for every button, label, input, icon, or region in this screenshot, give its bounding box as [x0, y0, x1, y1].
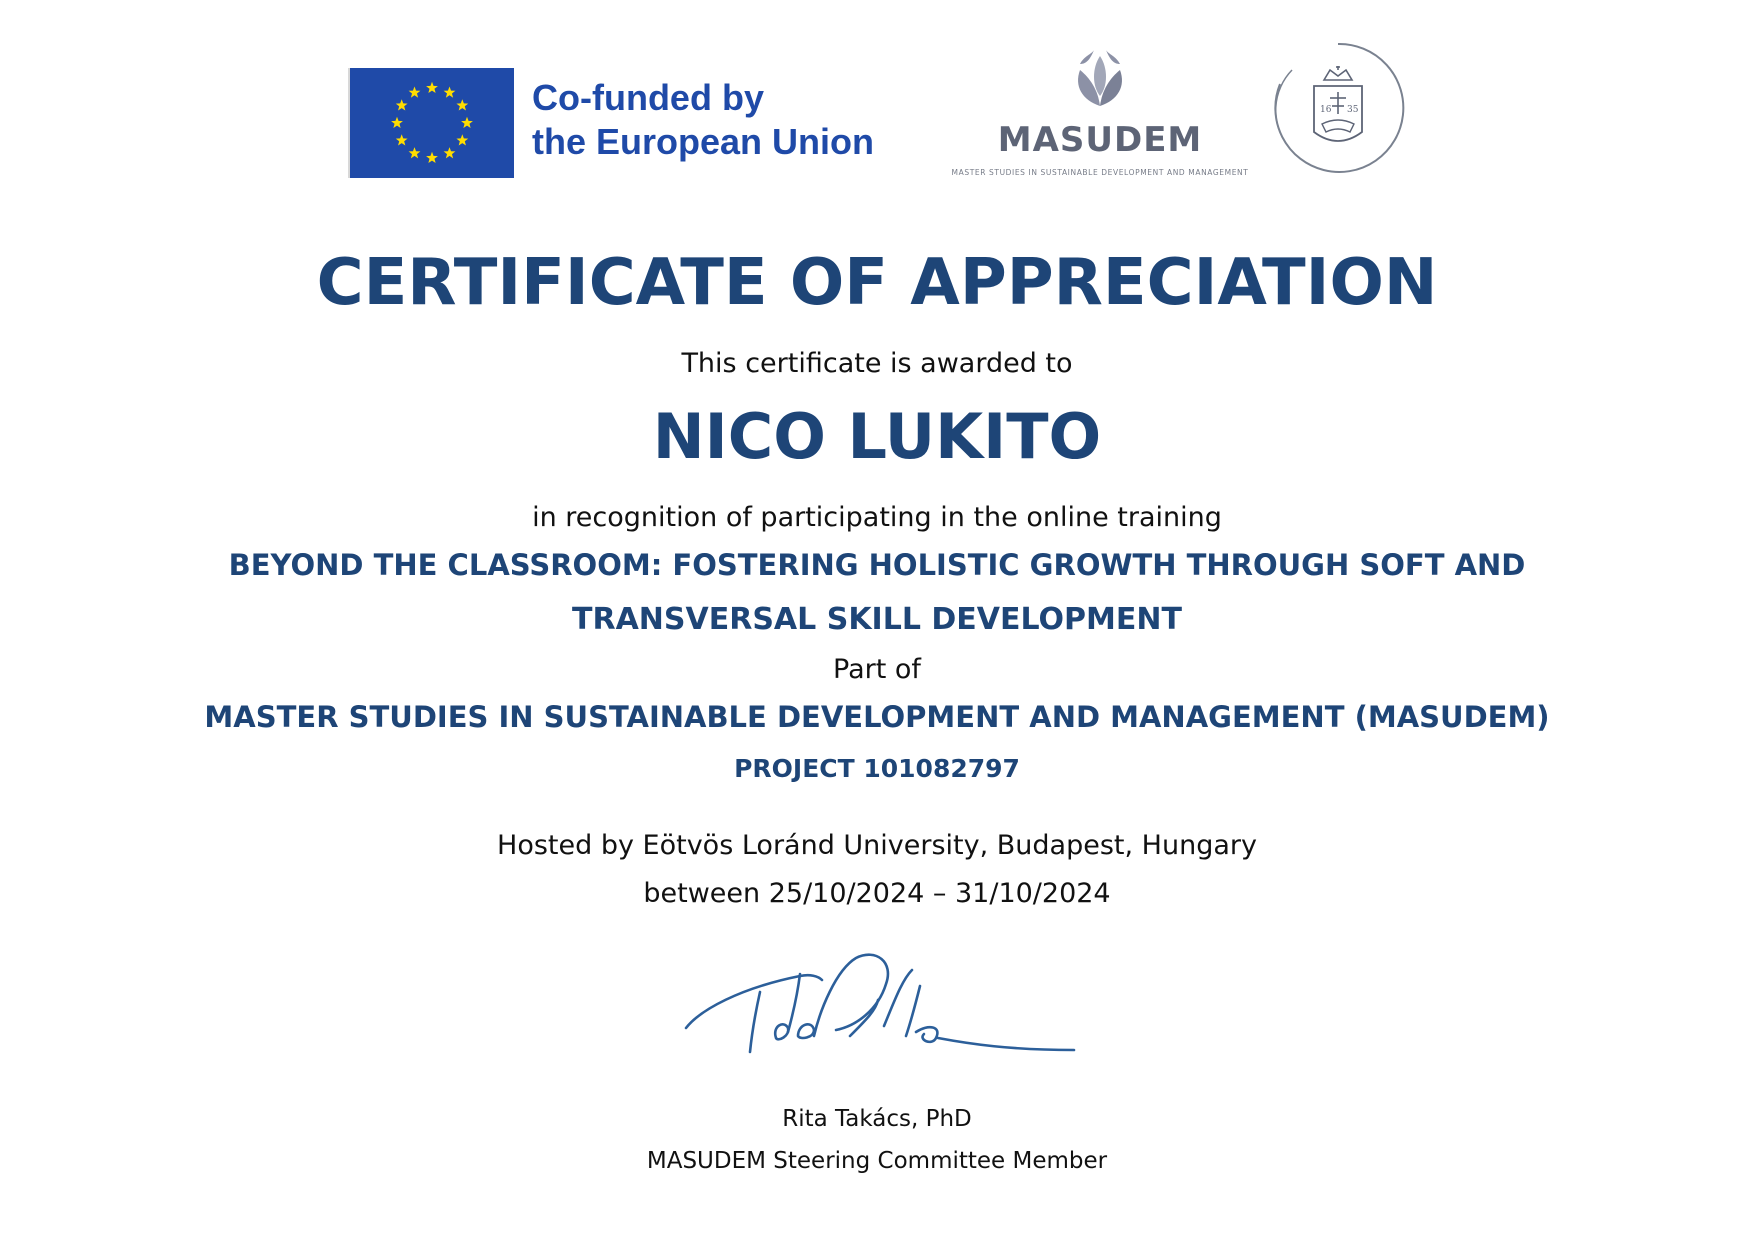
training-title-line-2: TRANSVERSAL SKILL DEVELOPMENT	[572, 602, 1182, 637]
masudem-wordmark: MASUDEM	[997, 120, 1203, 160]
signatory-name: Rita Takács, PhD	[782, 1106, 972, 1132]
eu-star-icon	[456, 99, 468, 110]
eu-cofunded-logo	[342, 64, 902, 184]
eu-star-icon	[409, 86, 421, 97]
project-number: PROJECT 101082797	[734, 754, 1020, 783]
eu-star-icon	[396, 134, 408, 145]
eu-star-icon	[461, 117, 473, 128]
eu-line-2: the European Union	[532, 121, 874, 162]
recipient-name: NICO LUKITO	[652, 400, 1102, 473]
eu-star-icon	[426, 82, 438, 93]
awarded-to-text: This certificate is awarded to	[681, 348, 1073, 379]
training-dates: between 25/10/2024 – 31/10/2024	[643, 878, 1111, 909]
recognition-text: in recognition of participating in the online training	[532, 502, 1222, 533]
eu-star-icon	[409, 147, 421, 158]
programme-name: MASTER STUDIES IN SUSTAINABLE DEVELOPMENT AND MANAGEMENT (MASUDEM)	[204, 700, 1550, 734]
eu-star-icon	[444, 147, 456, 158]
eu-star-icon	[426, 152, 438, 163]
university-seal-icon	[1270, 40, 1406, 176]
eu-star-icon	[396, 99, 408, 110]
certificate-title: CERTIFICATE OF APPRECIATION	[316, 246, 1438, 320]
eu-line-1: Co-funded by	[532, 77, 764, 118]
eu-cofunded-text	[532, 76, 874, 164]
eu-star-icon	[444, 86, 456, 97]
seal-year-right: 35	[1347, 105, 1359, 115]
masudem-logo	[950, 48, 1250, 188]
handwritten-signature	[680, 940, 1080, 1090]
eu-star-icon	[456, 134, 468, 145]
training-title-line-1: BEYOND THE CLASSROOM: FOSTERING HOLISTIC GROWTH THROUGH SOFT AND	[228, 548, 1526, 582]
eu-star-icon	[391, 117, 403, 128]
signatory-role: MASUDEM Steering Committee Member	[646, 1148, 1108, 1174]
hosted-by-text: Hosted by Eötvös Loránd University, Budapest, Hungary	[497, 830, 1257, 861]
seal-year-left: 16	[1320, 105, 1332, 115]
leaf-emblem-icon	[1068, 48, 1132, 108]
eu-flag-icon	[348, 68, 514, 178]
masudem-tagline: MASTER STUDIES IN SUSTAINABLE DEVELOPMENT AND MANAGEMENT	[951, 168, 1249, 177]
part-of-text: Part of	[833, 654, 921, 685]
